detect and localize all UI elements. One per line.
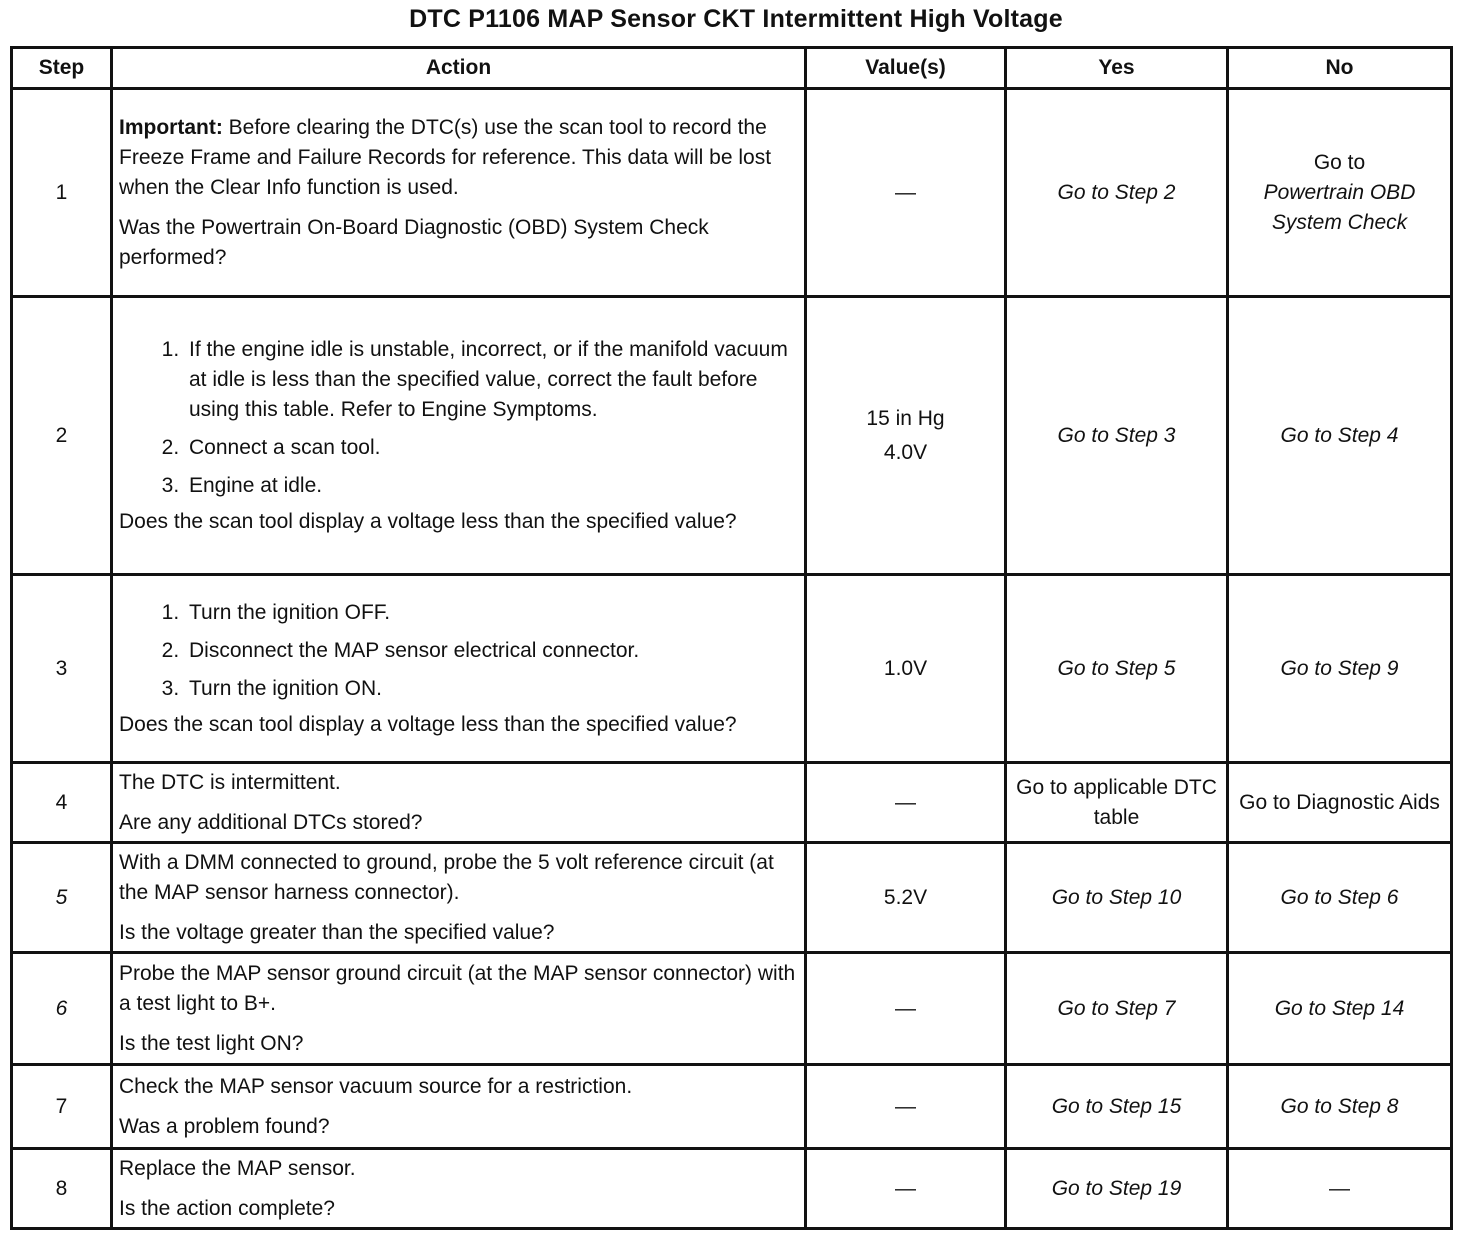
yes-link: Go to Step 7 [1057,996,1176,1020]
table-row [12,1149,1452,1229]
action-question: Does the scan tool display a voltage less than the specified value? [119,509,737,533]
value-line: 4.0V [883,440,928,464]
yes-cell [1006,843,1228,953]
no-cell [1228,1065,1452,1149]
action-text: Check the MAP sensor vacuum source for a restriction. [119,1074,633,1098]
action-question: Was the Powertrain On-Board Diagnostic (OBD) System Check performed? [119,215,709,269]
value-cell [806,297,1006,575]
no-link: Go to Step 8 [1280,1094,1399,1118]
action-cell [112,1065,806,1149]
step-number: 2 [12,297,112,575]
yes-link: Go to Step 3 [1057,423,1176,447]
yes-cell: Go to applicable DTC table [1006,763,1228,843]
action-cell [112,575,806,763]
yes-cell [1006,1065,1228,1149]
header-no: No [1228,48,1452,89]
no-cell [1228,89,1452,297]
value-cell: 1.0V [806,575,1006,763]
value-line: 15 in Hg [866,406,945,430]
step-number: 1 [12,89,112,297]
action-text: With a DMM connected to ground, probe the 5 volt reference circuit (at the MAP sensor harness connector). [119,850,774,904]
action-cell [112,1149,806,1229]
table-row [12,1065,1452,1149]
no-link: Powertrain OBD System Check [1263,180,1416,234]
table-row [12,89,1452,297]
important-note [119,113,798,203]
step-number: 5 [12,843,112,953]
header-yes: Yes [1006,48,1228,89]
action-question: Does the scan tool display a voltage less than the specified value? [119,712,737,736]
page-title: DTC P1106 MAP Sensor CKT Intermittent High Voltage [409,5,1063,33]
table-row [12,297,1452,575]
table-row [12,763,1452,843]
action-question: Was a problem found? [119,1114,330,1138]
yes-cell [1006,1149,1228,1229]
step-number: 8 [12,1149,112,1229]
table-row [12,953,1452,1065]
action-step: 3. Engine at idle. [185,471,798,501]
action-question: Is the voltage greater than the specified value? [119,920,555,944]
header-step: Step [12,48,112,89]
no-link: Go to Step 9 [1280,656,1399,680]
yes-link: Go to Step 10 [1051,885,1182,909]
value-cell: — [806,763,1006,843]
yes-cell [1006,89,1228,297]
action-cell [112,953,806,1065]
header-action: Action [112,48,806,89]
action-step: 1. Turn the ignition OFF. [185,598,798,628]
step-number: 3 [12,575,112,763]
action-cell [112,297,806,575]
no-link: Go to Step 6 [1280,885,1399,909]
action-cell [112,763,806,843]
yes-cell [1006,953,1228,1065]
no-cell [1228,297,1452,575]
important-text: Before clearing the DTC(s) use the scan tool to record the Freeze Frame and Failure Records for reference. This data will be lost when the Clear Info function is used. [119,115,772,199]
no-cell [1228,575,1452,763]
header-row [12,48,1452,89]
action-text: The DTC is intermittent. [119,770,341,794]
action-step: 2. Connect a scan tool. [185,433,798,463]
yes-link: Go to Step 5 [1057,656,1176,680]
table-row [12,843,1452,953]
no-text: Go to [1313,150,1366,174]
value-cell: — [806,89,1006,297]
action-text: Replace the MAP sensor. [119,1156,356,1180]
value-cell: — [806,1065,1006,1149]
yes-link: Go to Step 19 [1051,1176,1182,1200]
action-text: Probe the MAP sensor ground circuit (at the MAP sensor connector) with a test light to B+. [119,961,796,1015]
no-link: Go to Step 4 [1280,423,1399,447]
yes-link: Go to Step 2 [1057,180,1176,204]
action-cell [112,89,806,297]
no-cell: Go to Diagnostic Aids [1228,763,1452,843]
no-cell: — [1228,1149,1452,1229]
step-number: 6 [12,953,112,1065]
table-row [12,575,1452,763]
yes-link: Go to Step 15 [1051,1094,1182,1118]
yes-cell [1006,297,1228,575]
value-cell: 5.2V [806,843,1006,953]
step-number: 7 [12,1065,112,1149]
step-number: 4 [12,763,112,843]
value-cell: — [806,1149,1006,1229]
no-cell [1228,843,1452,953]
value-cell: — [806,953,1006,1065]
action-cell [112,843,806,953]
action-question: Is the action complete? [119,1196,335,1220]
action-step: 2. Disconnect the MAP sensor electrical connector. [185,636,798,666]
action-steps [119,335,798,501]
no-link: Go to Step 14 [1274,996,1405,1020]
action-step: 1. If the engine idle is unstable, incorrect, or if the manifold vacuum at idle is less than the specified value, correct the fault before using this table. Refer to Engine Symptoms. [185,335,798,425]
yes-cell [1006,575,1228,763]
action-question: Are any additional DTCs stored? [119,810,423,834]
action-step: 3. Turn the ignition ON. [185,674,798,704]
diagnostic-table [10,46,1453,1230]
no-cell [1228,953,1452,1065]
header-values: Value(s) [806,48,1006,89]
important-label: Important: [119,115,223,139]
action-question: Is the test light ON? [119,1031,304,1055]
action-steps [119,598,798,704]
